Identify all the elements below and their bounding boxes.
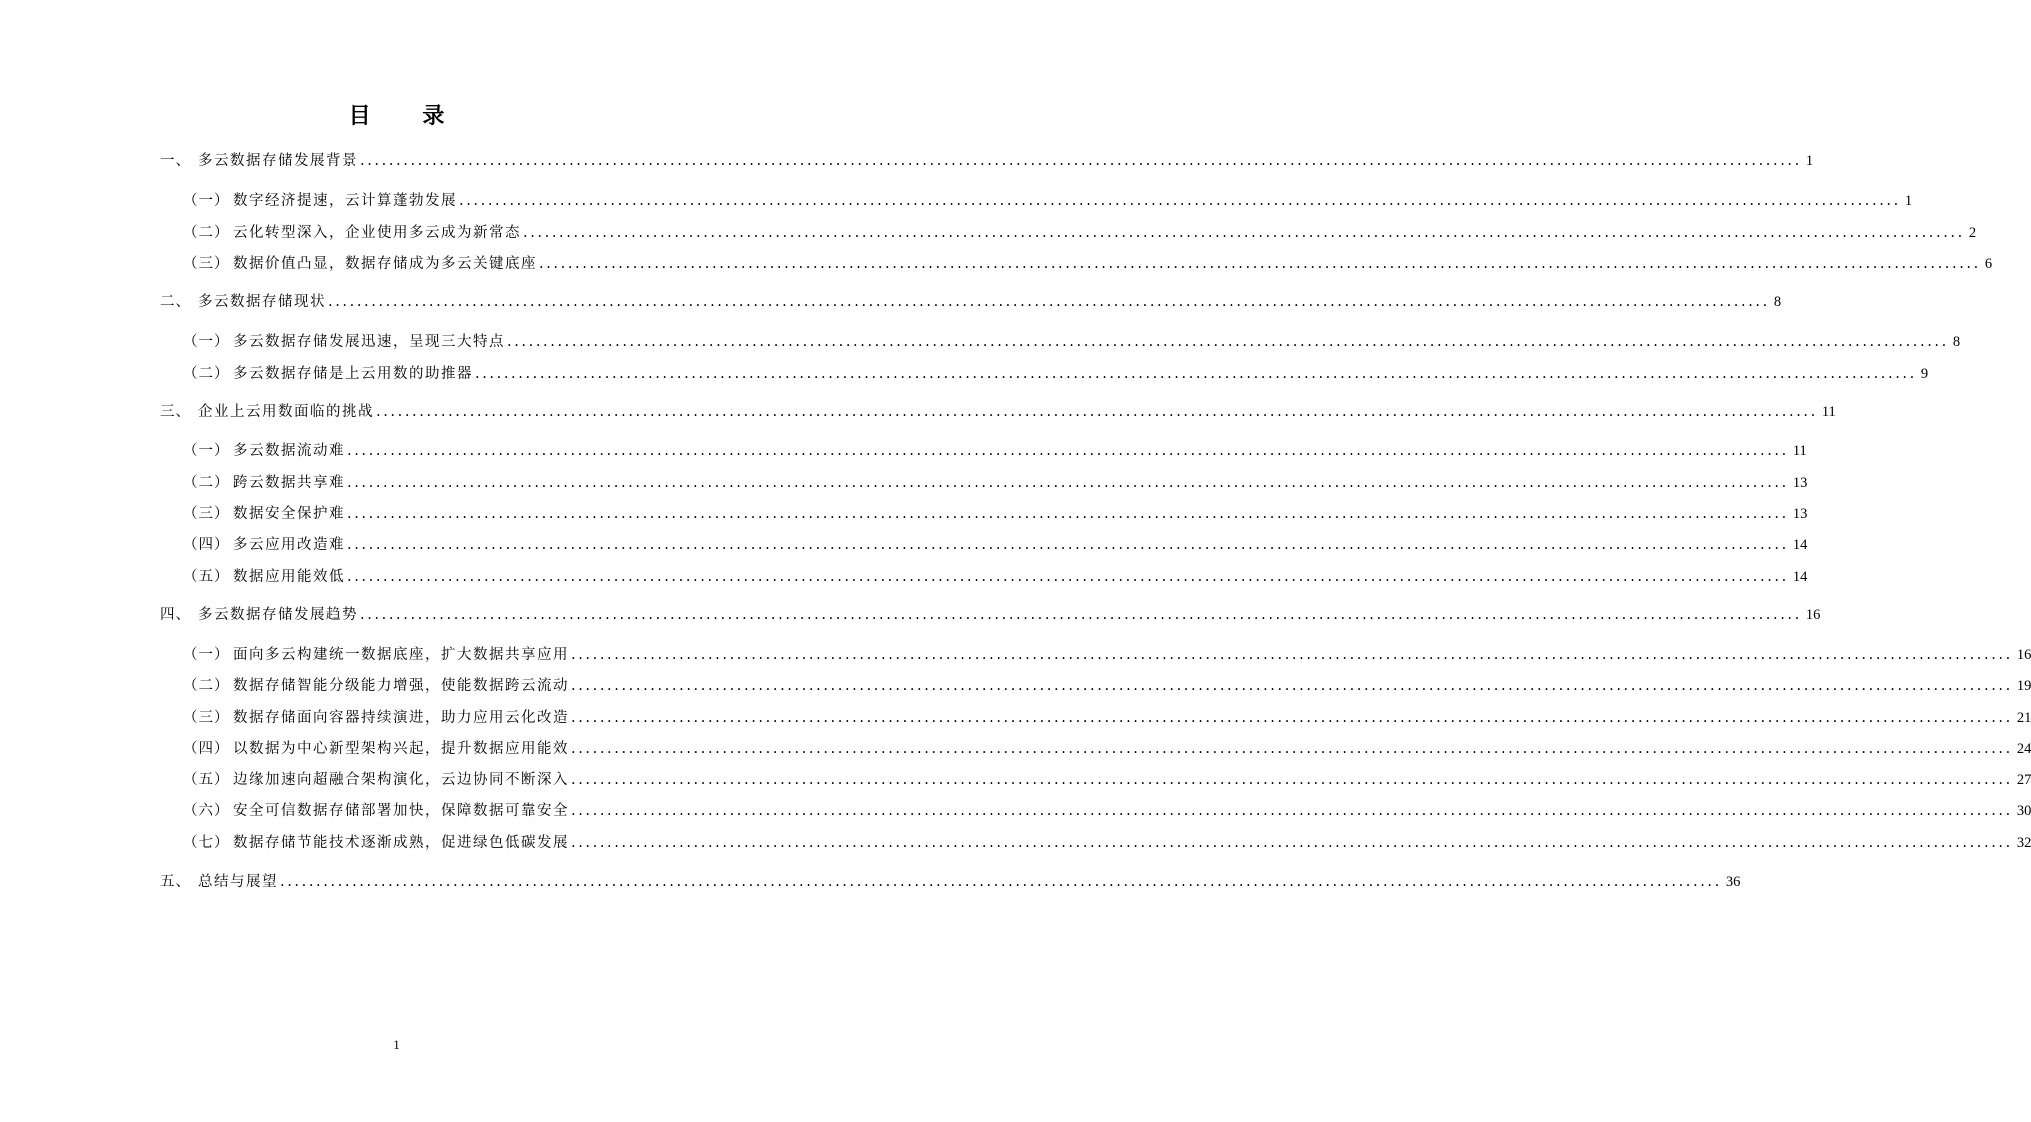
toc-entry-page: 8 — [1773, 294, 1782, 310]
toc-entry-page: 32 — [2016, 835, 2031, 851]
toc-entry-number: 三、 — [160, 404, 191, 420]
toc-leader-dots: ........................................................................................................................................................................................................ — [280, 874, 1722, 890]
toc-leader-dots: ........................................................................................................................................................................................................ — [347, 475, 1789, 491]
toc-entry-number: （二） — [183, 678, 230, 694]
toc-leader-dots: ........................................................................................................................................................................................................ — [571, 647, 2013, 663]
toc-leader-dots: ........................................................................................................................................................................................................ — [347, 506, 1789, 522]
toc-entry[interactable] — [183, 832, 2031, 854]
toc-leader-dots: ........................................................................................................................................................................................................ — [523, 225, 1965, 241]
toc-entry-label: 多云数据存储发展趋势 — [198, 607, 358, 623]
toc-leader-dots: ........................................................................................................................................................................................................ — [360, 153, 1802, 169]
toc-entry-number: （二） — [183, 366, 230, 382]
toc-entry-number: 四、 — [160, 607, 191, 623]
toc-entry-page: 36 — [1725, 874, 1741, 890]
toc-entry-number: （一） — [183, 334, 230, 350]
toc-entry-number: （二） — [183, 225, 230, 241]
toc-entry-page: 16 — [1805, 607, 1821, 623]
toc-entry-label: 企业上云用数面临的挑战 — [198, 404, 374, 420]
toc-leader-dots: ........................................................................................................................................................................................................ — [347, 443, 1789, 459]
toc-entry-number: （七） — [183, 835, 230, 851]
toc-entry[interactable] — [160, 604, 1821, 626]
toc-entry[interactable] — [183, 738, 2031, 760]
toc-leader-dots: ........................................................................................................................................................................................................ — [347, 537, 1789, 553]
toc-leader-dots: ........................................................................................................................................................................................................ — [571, 803, 2013, 819]
toc-entry[interactable] — [183, 472, 1808, 494]
toc-entry[interactable] — [183, 190, 1913, 212]
toc-leader-dots: ........................................................................................................................................................................................................ — [571, 678, 2013, 694]
toc-entry[interactable] — [183, 644, 2031, 666]
toc-entry[interactable] — [183, 800, 2031, 822]
toc-entry-page: 2 — [1968, 225, 1977, 241]
toc-leader-dots: ........................................................................................................................................................................................................ — [347, 569, 1789, 585]
toc-entry-page: 9 — [1920, 366, 1929, 382]
toc-entry-label: 数字经济提速，云计算蓬勃发展 — [233, 193, 457, 209]
toc-entry-label: 数据应用能效低 — [233, 569, 345, 585]
toc-entry[interactable] — [183, 675, 2031, 697]
toc-entry-page: 8 — [1952, 334, 1961, 350]
toc-leader-dots: ........................................................................................................................................................................................................ — [571, 835, 2013, 851]
toc-entry[interactable] — [183, 769, 2031, 791]
toc-entry-number: （一） — [183, 647, 230, 663]
toc-entry[interactable] — [183, 222, 1977, 244]
toc-entry-page: 27 — [2016, 772, 2031, 788]
toc-entry-label: 多云应用改造难 — [233, 537, 345, 553]
toc-entry[interactable] — [183, 363, 1929, 385]
toc-entry-label: 多云数据存储发展迅速，呈现三大特点 — [233, 334, 505, 350]
toc-entry-page: 21 — [2016, 710, 2031, 726]
toc-entry-label: 多云数据流动难 — [233, 443, 345, 459]
toc-entry[interactable] — [160, 871, 1741, 893]
toc-entry[interactable] — [183, 253, 1993, 275]
page-title: 目 录 — [348, 104, 467, 129]
toc-leader-dots: ........................................................................................................................................................................................................ — [360, 607, 1802, 623]
toc-entry[interactable] — [160, 291, 1782, 313]
toc-entry-number: （五） — [183, 569, 230, 585]
toc-leader-dots: ........................................................................................................................................................................................................ — [571, 772, 2013, 788]
toc-entry[interactable] — [183, 440, 1807, 462]
toc-entry[interactable] — [183, 331, 1961, 353]
toc-leader-dots: ........................................................................................................................................................................................................ — [459, 193, 1901, 209]
toc-entry-label: 数据安全保护难 — [233, 506, 345, 522]
toc-leader-dots: ........................................................................................................................................................................................................ — [475, 366, 1917, 382]
toc-entry-page: 11 — [1792, 443, 1807, 459]
toc-entry[interactable] — [183, 503, 1808, 525]
toc-entry[interactable] — [183, 534, 1808, 556]
toc-entry-page: 13 — [1792, 506, 1808, 522]
toc-entry-number: （一） — [183, 193, 230, 209]
toc-entry-label: 安全可信数据存储部署加快，保障数据可靠安全 — [233, 803, 569, 819]
toc-entry[interactable] — [183, 707, 2031, 729]
toc-entry-number: 二、 — [160, 294, 191, 310]
toc-entry-page: 11 — [1821, 404, 1836, 420]
toc-entry-number: （二） — [183, 475, 230, 491]
toc-leader-dots: ........................................................................................................................................................................................................ — [328, 294, 1770, 310]
toc-entry-page: 16 — [2016, 647, 2031, 663]
toc-entry-number: （三） — [183, 506, 230, 522]
toc-entry-number: （四） — [183, 741, 230, 757]
toc-entry-number: （三） — [183, 710, 230, 726]
toc-leader-dots: ........................................................................................................................................................................................................ — [571, 710, 2013, 726]
toc-entry-number: 一、 — [160, 153, 191, 169]
toc-entry-label: 多云数据存储发展背景 — [198, 153, 358, 169]
toc-leader-dots: ........................................................................................................................................................................................................ — [539, 256, 1981, 272]
toc-entry-page: 1 — [1904, 193, 1913, 209]
toc-entry-label: 总结与展望 — [198, 874, 278, 890]
toc-entry-label: 边缘加速向超融合架构演化，云边协同不断深入 — [233, 772, 569, 788]
toc-entry-page: 14 — [1792, 569, 1808, 585]
toc-entry[interactable] — [160, 401, 1836, 423]
toc-entry-page: 13 — [1792, 475, 1808, 491]
toc-entry-label: 跨云数据共享难 — [233, 475, 345, 491]
toc-entry-page: 24 — [2016, 741, 2031, 757]
toc-entry-page: 30 — [2016, 803, 2031, 819]
toc-entry-label: 数据存储节能技术逐渐成熟，促进绿色低碳发展 — [233, 835, 569, 851]
toc-entry-number: （六） — [183, 803, 230, 819]
toc-entry-number: （五） — [183, 772, 230, 788]
toc-entry-label: 数据存储面向容器持续演进，助力应用云化改造 — [233, 710, 569, 726]
toc-entry-label: 多云数据存储是上云用数的助推器 — [233, 366, 473, 382]
toc-entry-label: 云化转型深入，企业使用多云成为新常态 — [233, 225, 521, 241]
toc-entry-label: 面向多云构建统一数据底座，扩大数据共享应用 — [233, 647, 569, 663]
toc-leader-dots: ........................................................................................................................................................................................................ — [376, 404, 1818, 420]
toc-entry-page: 14 — [1792, 537, 1808, 553]
toc-entry-number: （一） — [183, 443, 230, 459]
toc-entry[interactable] — [183, 566, 1808, 588]
toc-entry[interactable] — [160, 150, 1814, 172]
toc-entry-label: 数据存储智能分级能力增强，使能数据跨云流动 — [233, 678, 569, 694]
toc-leader-dots: ........................................................................................................................................................................................................ — [571, 741, 2013, 757]
toc-entry-number: （三） — [183, 256, 230, 272]
toc-entry-page: 1 — [1805, 153, 1814, 169]
toc-entry-page: 19 — [2016, 678, 2031, 694]
toc-entry-label: 以数据为中心新型架构兴起，提升数据应用能效 — [233, 741, 569, 757]
toc-entry-page: 6 — [1984, 256, 1993, 272]
toc-entry-label: 数据价值凸显，数据存储成为多云关键底座 — [233, 256, 537, 272]
toc-entry-number: 五、 — [160, 874, 191, 890]
toc-entry-label: 多云数据存储现状 — [198, 294, 326, 310]
toc-leader-dots: ........................................................................................................................................................................................................ — [507, 334, 1949, 350]
page-number: 1 — [393, 1037, 400, 1052]
toc-entry-number: （四） — [183, 537, 230, 553]
